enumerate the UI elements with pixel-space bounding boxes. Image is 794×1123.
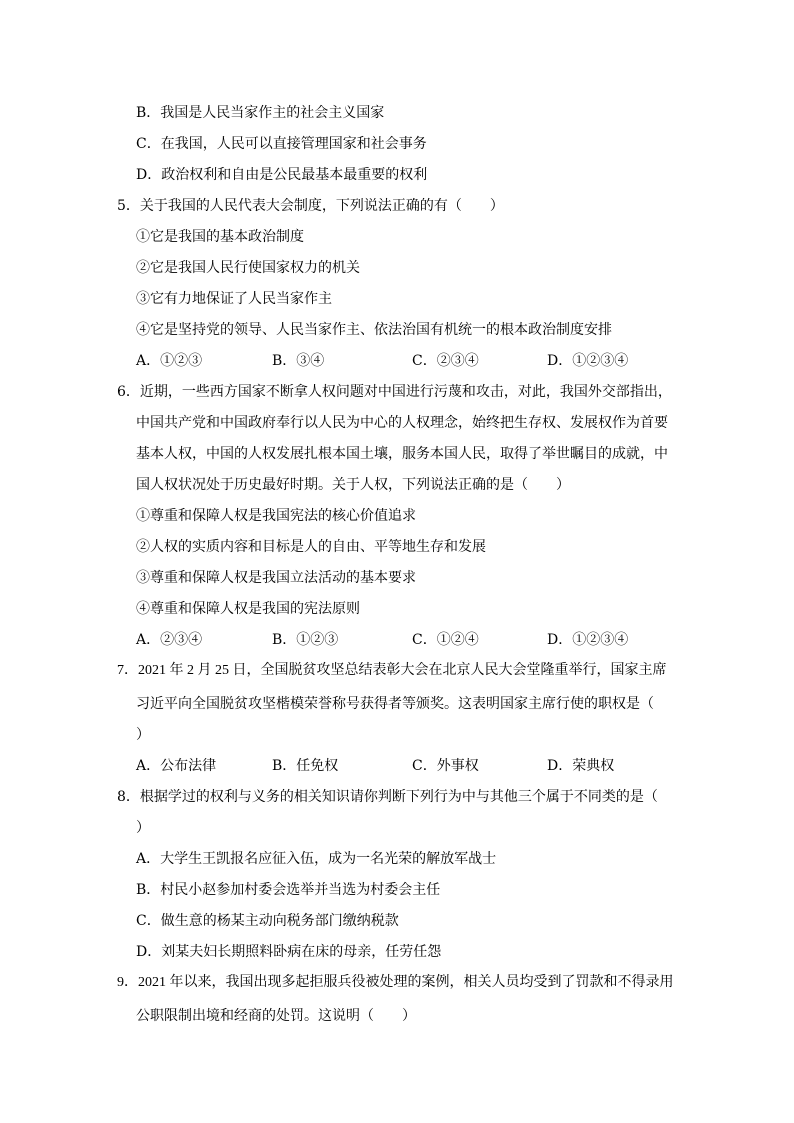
- q5-item-3: ③它有力地保证了人民当家作主: [136, 291, 332, 307]
- q9-stem-line-1: 9．2021 年以来，我国出现多起拒服兵役被处理的案例，相关人员均受到了罚款和不得录用: [117, 975, 674, 990]
- q6-stem-line-1: 6．近期，一些西方国家不断拿人权问题对中国进行污蔑和攻击，对此，我国外交部指出，: [117, 384, 672, 400]
- q5-option-d: D．①②③④: [547, 353, 629, 369]
- q5-option-c: C．②③④: [412, 353, 479, 369]
- q7-stem-line-2: 习近平向全国脱贫攻坚楷模荣誉称号获得者等颁奖。这表明国家主席行使的职权是（: [136, 696, 654, 712]
- q6-option-a: A．②③④: [136, 632, 203, 648]
- q6-option-b: B．①②③: [272, 632, 339, 648]
- q5-item-2: ②它是我国人民行使国家权力的机关: [136, 260, 360, 276]
- q6-stem-line-2: 中国共产党和中国政府奉行以人民为中心的人权理念，始终把生存权、发展权作为首要: [136, 415, 668, 431]
- q6-option-c: C．①②④: [412, 632, 479, 648]
- q7-option-a: A．公布法律: [136, 758, 217, 774]
- q4-option-b: B．我国是人民当家作主的社会主义国家: [136, 105, 385, 121]
- q8-stem-line-2: ）: [136, 820, 150, 836]
- q7-option-c: C．外事权: [412, 758, 479, 774]
- q7-stem-line-1: 7．2021 年 2 月 25 日，全国脱贫攻坚总结表彰大会在北京人民大会堂隆重举行，国家主席: [117, 663, 667, 678]
- q6-item-3: ③尊重和保障人权是我国立法活动的基本要求: [136, 570, 416, 586]
- q6-item-1: ①尊重和保障人权是我国宪法的核心价值追求: [136, 508, 416, 524]
- q8-option-a: A．大学生王凯报名应征入伍，成为一名光荣的解放军战士: [136, 851, 497, 867]
- q8-option-d: D．刘某夫妇长期照料卧病在床的母亲，任劳任怨: [136, 944, 442, 960]
- q4-option-d: D．政治权利和自由是公民最基本最重要的权利: [136, 167, 428, 183]
- q4-option-c: C．在我国，人民可以直接管理国家和社会事务: [136, 136, 427, 152]
- q6-stem-line-4: 国人权状况处于历史最好时期。关于人权，下列说法正确的是（ ）: [136, 477, 570, 493]
- q9-stem-line-2: 公职限制出境和经商的处罚。这说明（ ）: [136, 1008, 416, 1024]
- q6-option-d: D．①②③④: [547, 632, 629, 648]
- q6-item-2: ②人权的实质内容和目标是人的自由、平等地生存和发展: [136, 539, 486, 555]
- q8-option-c: C．做生意的杨某主动向税务部门缴纳税款: [136, 913, 399, 929]
- q5-option-b: B．③④: [272, 353, 325, 369]
- q5-item-1: ①它是我国的基本政治制度: [136, 229, 304, 245]
- q5-stem: 5．关于我国的人民代表大会制度，下列说法正确的有（ ）: [117, 198, 504, 214]
- q6-stem-line-3: 基本人权，中国的人权发展扎根本国土壤，服务本国人民，取得了举世瞩目的成就，中: [136, 446, 668, 462]
- q6-item-4: ④尊重和保障人权是我国的宪法原则: [136, 601, 360, 617]
- q7-option-d: D．荣典权: [547, 758, 615, 774]
- q7-option-b: B．任免权: [272, 758, 339, 774]
- q8-stem-line-1: 8．根据学过的权利与义务的相关知识请你判断下列行为中与其他三个属于不同类的是（: [117, 789, 658, 805]
- q7-stem-line-3: ）: [136, 727, 150, 743]
- q5-option-a: A．①②③: [136, 353, 203, 369]
- q8-option-b: B．村民小赵参加村委会选举并当选为村委会主任: [136, 882, 441, 898]
- q5-item-4: ④它是坚持党的领导、人民当家作主、依法治国有机统一的根本政治制度安排: [136, 322, 612, 338]
